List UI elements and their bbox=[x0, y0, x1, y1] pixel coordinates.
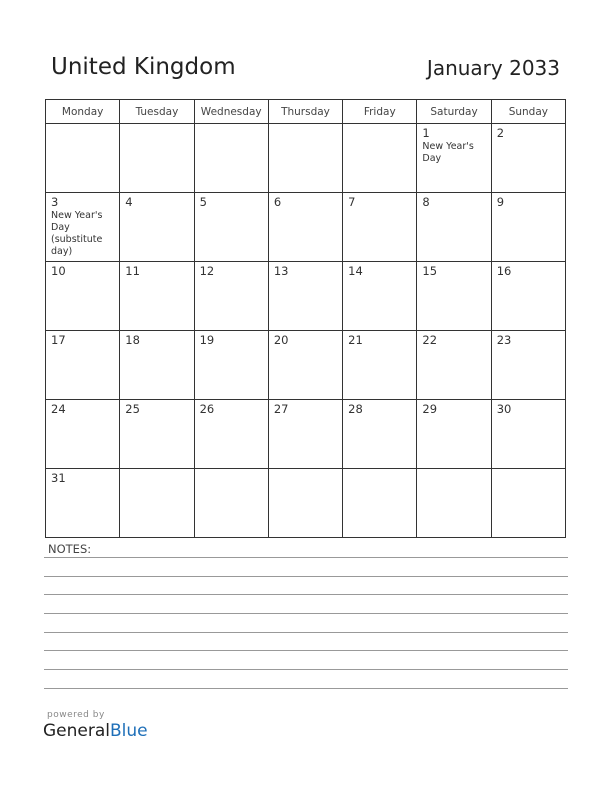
day-cell bbox=[46, 124, 120, 193]
weekday-header: Sunday bbox=[491, 100, 565, 124]
day-number: 30 bbox=[496, 402, 512, 416]
week-row bbox=[46, 331, 566, 400]
note-line bbox=[44, 632, 568, 633]
brand-logo bbox=[43, 721, 148, 741]
day-cell bbox=[268, 124, 342, 193]
weekday-header: Thursday bbox=[268, 100, 342, 124]
day-number: 14 bbox=[348, 264, 363, 278]
day-cell bbox=[417, 400, 491, 469]
day-cell bbox=[268, 193, 342, 262]
weekday-header: Monday bbox=[46, 100, 120, 124]
month-title: January 2033 bbox=[426, 56, 560, 80]
day-number: 9 bbox=[496, 195, 505, 209]
day-number: 20 bbox=[273, 333, 289, 347]
day-number: 23 bbox=[496, 333, 512, 347]
day-cell bbox=[120, 262, 194, 331]
day-cell bbox=[46, 331, 120, 400]
day-cell bbox=[343, 400, 417, 469]
day-number: 17 bbox=[51, 333, 66, 347]
day-cell bbox=[491, 400, 565, 469]
day-number: 28 bbox=[348, 402, 363, 416]
note-line bbox=[44, 669, 568, 670]
note-line bbox=[44, 557, 568, 558]
day-number: 13 bbox=[273, 264, 289, 278]
holiday-label: New Year's Day bbox=[422, 141, 474, 164]
day-cell bbox=[194, 124, 268, 193]
day-number: 2 bbox=[496, 126, 505, 140]
week-row bbox=[46, 262, 566, 331]
day-number: 21 bbox=[348, 333, 363, 347]
day-cell bbox=[417, 331, 491, 400]
day-cell bbox=[194, 400, 268, 469]
day-number: 27 bbox=[273, 402, 289, 416]
day-cell bbox=[491, 262, 565, 331]
day-cell bbox=[194, 469, 268, 538]
calendar-grid bbox=[45, 99, 566, 538]
day-cell bbox=[194, 193, 268, 262]
day-cell bbox=[417, 124, 491, 193]
day-cell bbox=[194, 262, 268, 331]
note-line bbox=[44, 650, 568, 651]
weekday-header: Wednesday bbox=[194, 100, 268, 124]
day-cell bbox=[268, 469, 342, 538]
day-number: 4 bbox=[125, 195, 133, 209]
day-cell bbox=[46, 400, 120, 469]
day-cell bbox=[120, 331, 194, 400]
powered-by-text: powered by bbox=[47, 710, 105, 720]
note-line bbox=[44, 594, 568, 595]
day-cell bbox=[120, 124, 194, 193]
note-line bbox=[44, 613, 568, 614]
day-cell bbox=[491, 469, 565, 538]
day-number: 10 bbox=[51, 264, 66, 278]
weekday-header: Tuesday bbox=[120, 100, 194, 124]
week-row bbox=[46, 400, 566, 469]
day-cell bbox=[120, 400, 194, 469]
note-line bbox=[44, 688, 568, 689]
day-number: 15 bbox=[422, 264, 438, 278]
day-cell bbox=[194, 331, 268, 400]
day-cell bbox=[343, 469, 417, 538]
day-number: 6 bbox=[273, 195, 282, 209]
day-number: 1 bbox=[422, 126, 430, 140]
day-number: 25 bbox=[125, 402, 140, 416]
day-number: 18 bbox=[125, 333, 140, 347]
weekday-header-row bbox=[46, 100, 566, 124]
day-number: 3 bbox=[51, 195, 59, 209]
day-cell bbox=[46, 193, 120, 262]
week-row bbox=[46, 469, 566, 538]
holiday-label: New Year's Day (substitute day) bbox=[51, 210, 103, 257]
day-cell bbox=[343, 193, 417, 262]
day-number: 26 bbox=[199, 402, 215, 416]
day-cell bbox=[417, 262, 491, 331]
day-cell bbox=[491, 193, 565, 262]
day-cell bbox=[343, 262, 417, 331]
day-cell bbox=[268, 400, 342, 469]
day-cell bbox=[491, 124, 565, 193]
day-cell bbox=[268, 262, 342, 331]
day-cell bbox=[491, 331, 565, 400]
country-title: United Kingdom bbox=[51, 54, 236, 80]
day-number: 22 bbox=[422, 333, 438, 347]
day-cell bbox=[120, 193, 194, 262]
day-cell bbox=[46, 262, 120, 331]
week-row bbox=[46, 124, 566, 193]
day-number: 24 bbox=[51, 402, 66, 416]
day-number: 16 bbox=[496, 264, 512, 278]
weekday-header: Friday bbox=[343, 100, 417, 124]
brand-general: General bbox=[43, 721, 110, 741]
day-number: 29 bbox=[422, 402, 438, 416]
day-number: 12 bbox=[199, 264, 215, 278]
day-cell bbox=[268, 331, 342, 400]
day-number: 31 bbox=[51, 471, 66, 485]
notes-label: NOTES: bbox=[48, 542, 92, 556]
day-cell bbox=[417, 193, 491, 262]
day-number: 19 bbox=[199, 333, 215, 347]
note-line bbox=[44, 576, 568, 577]
day-number: 5 bbox=[199, 195, 207, 209]
day-cell bbox=[46, 469, 120, 538]
day-cell bbox=[417, 469, 491, 538]
day-cell bbox=[120, 469, 194, 538]
brand-blue: Blue bbox=[110, 721, 148, 741]
day-number: 7 bbox=[348, 195, 356, 209]
day-cell bbox=[343, 331, 417, 400]
day-number: 11 bbox=[125, 264, 140, 278]
weekday-header: Saturday bbox=[417, 100, 491, 124]
day-number: 8 bbox=[422, 195, 430, 209]
day-cell bbox=[343, 124, 417, 193]
week-row bbox=[46, 193, 566, 262]
